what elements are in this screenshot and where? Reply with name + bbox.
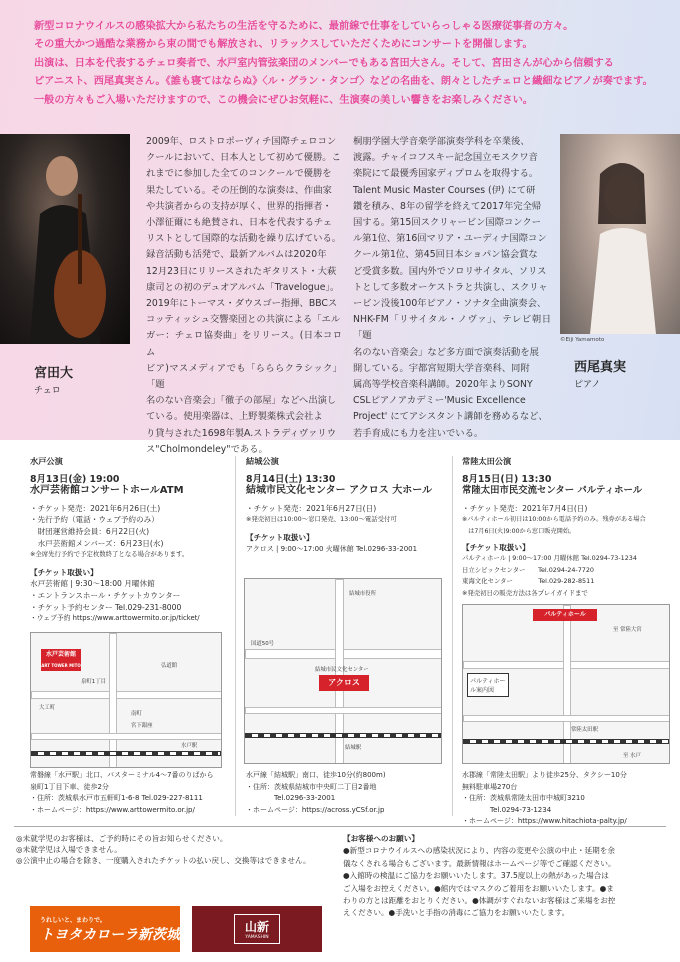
map-venue-marker [533, 609, 597, 621]
bio-line: 名のない音楽会」など多方面で演奏活動を展 [353, 346, 539, 358]
map-label: ART TOWER MITO [41, 663, 81, 668]
pianist-bio [353, 134, 551, 442]
bio-line: Talent Music Master Courses (伊) にて研 [353, 184, 536, 196]
map-label: 国道50号 [251, 641, 275, 647]
venue-city: 結城公演 [246, 456, 279, 466]
map-label: 弘道館 [161, 663, 178, 669]
map-label: 南町 [131, 711, 142, 717]
venue-date: 8月13日(金) 19:00 [30, 473, 120, 485]
map-label: 結城市役所 [349, 591, 376, 597]
bio-line: 開している。宇都宮短期大学音楽科、同附 [353, 362, 530, 374]
venue-hall: 水戸芸術館コンサートホールATM [30, 485, 184, 497]
map-hitachiota [462, 604, 670, 764]
ticket-place: ・エントランスホール・チケットカウンター [30, 590, 181, 600]
requests-title: 【お客様へのお願い】 [343, 834, 419, 843]
bio-line: リストとして国際的な活動を繰り広げている。 [146, 233, 342, 245]
access-line: 泉町1丁目下車、徒歩2分 [30, 782, 109, 791]
bio-line: ど受賞多数。国内外でソロリサイタル、ソリス [353, 265, 547, 277]
ticket-note: は7月6日(火)9:00から窓口販売開始。 [462, 527, 576, 535]
ticket-place: 日立シビックセンター Tel.0294-24-7720 [462, 565, 595, 574]
venue-city: 水戸公演 [30, 456, 63, 466]
bio-line: 2009年、ロストロポーヴィチ国際チェロコン [146, 136, 337, 147]
map-railway [245, 733, 441, 738]
map-label: 水戸駅 [181, 743, 198, 749]
bio-line: ている。使用楽器は、上野製薬株式会社よ [146, 411, 323, 423]
venue-hitachiota [462, 456, 672, 600]
bio-line: クール第1位、第45回日本ショパン協会賞な [353, 249, 538, 261]
access-line: Tel.0296-33-2001 [246, 794, 336, 803]
access-line: 水戸線「結城駅」南口、徒歩10分(約800m) [246, 771, 386, 779]
venue-hall: 常陸太田市民交流センター パルティホール [462, 485, 643, 497]
request-line: ご入場をお控えください。●館内ではマスクのご着用をお願いいたします。●ま [343, 883, 614, 893]
homepage-link[interactable]: ・ホームページ：https://www.hitachiota-palty.jp/ [462, 817, 627, 826]
bio-line: 名のない音楽会」「徹子の部屋」などへ出演し [146, 395, 337, 407]
request-line: わりの方とは距離をおとりください。●体調がすぐれないお客様はご来場をお控 [343, 896, 616, 906]
access-line: 無料駐車場270台 [462, 782, 518, 791]
pianist-name: 西尾真実 [574, 360, 627, 375]
venue-date: 8月14日(土) 13:30 [246, 473, 336, 485]
footer-divider [14, 826, 666, 827]
ticket-note: ※全席先行予約で予定枚数終了となる場合があります。 [30, 550, 189, 559]
bio-line: ビア)マスメディアでも「らららクラシック」「題 [146, 362, 342, 391]
ticket-note: ※発売初日は10:00～窓口発売、13:00～電話受付可 [246, 515, 397, 524]
map-yuki [244, 578, 442, 764]
map-label: 泉町1丁目 [81, 679, 106, 685]
logo-tagline: うれしいと、まわりで。 [40, 916, 106, 924]
map-road [109, 633, 117, 768]
intro-line: 出演は、日本を代表するチェロ奏者で、水戸室内管弦楽団のメンバーでもある宮田大さん。そして、宮田さんが心から信頼する [34, 57, 614, 69]
bio-line: 12月23日にリリースされたギタリスト・大萩 [146, 265, 337, 277]
access-line: ・住所：茨城県結城市中央町二丁目2番地 [246, 782, 377, 791]
intro-line: 新型コロナウイルスの感染拡大から私たちの生活を守るために、最前線で仕事をしていらっしゃる医療従事者の方々。 [34, 21, 574, 32]
photo-credit: ©Eiji Yamamoto [560, 337, 605, 343]
bio-line: Project' にてアシスタント講師を務めるなど、 [353, 411, 548, 423]
toyota-corolla-logo [30, 906, 180, 952]
bio-line: コッティッシュ交響楽団との共演による「エル [146, 314, 341, 326]
cellist-name-block [34, 362, 73, 396]
bio-line: CSLピアノアカデミー'Music Excellence [353, 395, 526, 407]
bio-line: ービン没後100年ピアノ・ソナタ全曲演奏会、 [353, 298, 547, 310]
cellist-name: 宮田大 [34, 366, 74, 381]
bio-line: れまでに参加した全てのコンクールで優勝を [146, 168, 332, 180]
bio-line: ス"Cholmondeley"である。 [146, 443, 268, 455]
bio-line: 鑽を積み、8年の留学を終えて2017年完全帰 [353, 200, 542, 212]
request-line: 儀なくされる場合もございます。最新情報はホームページ等でご確認ください。 [343, 858, 616, 868]
ticket-info-line: 水戸芸術館メンバーズ：6月23日(水) [30, 538, 164, 548]
bio-line: NHK-FM「リサイタル・ノヴァ」、テレビ朝日「題 [353, 314, 551, 342]
map-railway [463, 739, 669, 744]
intro-text [34, 18, 654, 110]
venue-city: 常陸太田公演 [462, 456, 512, 466]
map-label: アクロス [328, 678, 360, 687]
pianist-role: ピアノ [574, 380, 601, 390]
bio-line: 小澤征爾にも絶賛され、日本を代表するチェ [146, 217, 333, 229]
ticket-heading: 【チケット取扱い】 [246, 532, 314, 542]
map-label: 至 常陸大宮 [613, 627, 642, 633]
bio-line: 渡露。チャイコフスキー記念国立モスクワ音 [353, 152, 538, 164]
map-label: 大工町 [39, 705, 56, 711]
bio-line: トとして多数オーケストラと共演し、スクリャ [353, 281, 548, 293]
venue-yuki [246, 456, 456, 555]
access-line: 水郡線「常陸太田駅」より徒歩25分、タクシー10分 [462, 771, 627, 779]
general-notes [16, 833, 336, 866]
bio-line: 国する。第15回スクリャービン国際コンクー [353, 217, 542, 229]
map-road [31, 691, 222, 699]
logo-text: 山新 [244, 920, 269, 934]
ticket-heading: 【チケット取扱い】 [30, 567, 98, 577]
cellist-role: チェロ [34, 386, 61, 396]
pianist-illustration [560, 134, 680, 334]
ticket-info-line: ・チケット発売：2021年6月27日(日) [246, 503, 377, 513]
map-road [31, 733, 222, 740]
ticket-place: 水戸芸術館 | 9:30～18:00 月曜休館 [30, 579, 155, 589]
intro-line: 一般の方々もご入場いただけますので、この機会にぜひお気軽に、生演奏の美しい響きをお楽しみください。 [34, 94, 533, 106]
bio-line: クールにおいて、日本人として初めて優勝。こ [146, 152, 341, 164]
venue-yuki-access [246, 770, 456, 816]
access-line: ・住所：茨城県水戸市五軒町1-6-8 Tel.029-227-8111 [30, 794, 203, 803]
map-label: パルティホール [544, 611, 586, 618]
intro-line: ピアニスト、西尾真実さん。《誰も寝てはならぬ》〈ル・グラン・タンゴ〉などの名曲を、朗々としたチェロと繊細なピアノが奏でます。 [34, 76, 653, 88]
request-line: ●新型コロナウイルスへの感染状況により、内容の変更や公演の中止・延期を余 [343, 846, 615, 856]
venue-date: 8月15日(日) 13:30 [462, 473, 552, 485]
ticket-info-line: ・チケット発売：2021年7月4日(日) [462, 503, 588, 513]
homepage-link[interactable]: ・ホームページ：https://www.arttowermito.or.jp/ [30, 805, 195, 814]
map-label: 至 水戸 [623, 753, 641, 759]
request-line: ●入館時の検温にご協力をお願いいたします。37.5度以上の熱があった場合は [343, 871, 609, 881]
ticket-place: ・チケット予約センター Tel.029-231-8000 [30, 602, 182, 612]
cello-illustration [0, 134, 130, 344]
ticket-info-line: ・チケット発売：2021年6月26日(土) [30, 503, 161, 513]
map-railway [31, 751, 221, 756]
bio-line: 果たしている。その圧倒的な演奏は、作曲家 [146, 184, 332, 196]
venue-hitachiota-access [462, 770, 672, 828]
map-label: 結城市民文化センター [315, 667, 369, 673]
ticket-web-link[interactable]: ・ウェブ予約 https://www.arttowermito.or.jp/ticket/ [30, 614, 200, 623]
bio-line: や共演者からの支持が厚く、世界的指揮者・ [146, 200, 332, 212]
map-label: 水戸芸術館 [45, 651, 76, 658]
yamashin-logo [192, 906, 322, 952]
map-road [463, 715, 670, 722]
intro-line: その重大かつ過酷な業務から束の間でも解放され、リラックスしていただくためにコンサートを開催します。 [34, 39, 533, 51]
map-label: パルティホール案内図 [467, 673, 509, 697]
map-venue-marker [41, 649, 81, 671]
cellist-photo [0, 134, 130, 344]
note-line: ◎公演中止の場合を除き、一度購入されたチケットの払い戻し、交換等はできません。 [16, 856, 311, 865]
ticket-info-line: ・先行予約（電話・ウェブ予約のみ） [30, 515, 159, 525]
access-line: 常磐線「水戸駅」北口、バスターミナル4～7番のりばから [30, 771, 214, 779]
map-venue-marker [319, 675, 369, 691]
bio-line: 録音活動も活発で、最新アルバムは2020年 [146, 249, 327, 261]
logo-text: トヨタカローラ新茨城 [40, 926, 180, 943]
logo-text: YAMASHIN [245, 935, 269, 940]
venue-mito-access [30, 770, 240, 816]
access-line: Tel.0294-73-1234 [462, 805, 552, 814]
bio-line: 桐朋学園大学音楽学部演奏学科を卒業後、 [353, 136, 530, 147]
bio-line: り貸与された1698年製A.ストラディヴァリウ [146, 427, 337, 439]
ticket-note: ※発売初日の販売方法は各プレイガイドまで [462, 588, 588, 597]
note-line: ◎未就学児のお客様は、ご予約時にその旨お知らせください。 [16, 834, 228, 843]
map-label: 宮下銀座 [131, 723, 153, 729]
customer-requests [343, 833, 665, 920]
ticket-place: パルティホール | 9:00～17:00 月曜休館 Tel.0294-73-1234 [462, 554, 637, 563]
bio-line: 康司との初のデュオアルバム「Travelogue」。 [146, 281, 340, 293]
ticket-place: アクロス | 9:00～17:00 火曜休館 Tel.0296-33-2001 [246, 544, 418, 553]
pianist-name-block [574, 356, 626, 390]
ticket-note: ※パルティホール初日は10:00から電話予約のみ。残券がある場合 [462, 516, 646, 524]
bio-line: 若手育成にも力を注いでいる。 [353, 427, 484, 439]
ticket-heading: 【チケット取扱い】 [462, 542, 530, 552]
bio-line: 楽院にて最優秀国家ディプロムを取得する。 [353, 168, 539, 180]
venue-mito [30, 456, 240, 625]
access-line: ・住所：茨城県常陸太田市中城町3210 [462, 794, 585, 803]
bio-line: 2019年にトーマス・ダウスゴー指揮、BBCス [146, 298, 338, 310]
map-road [245, 707, 442, 714]
map-mito [30, 632, 222, 768]
bio-line: ル第1位、第16回マリア・ユーディナ国際コン [353, 233, 547, 245]
bio-line: 属高等学校音楽科講師。2020年よりSONY [353, 379, 533, 391]
note-line: ◎未就学児は入場できません。 [16, 845, 122, 854]
cellist-bio [146, 134, 342, 458]
ticket-place: 東海文化センター Tel.029-282-8511 [462, 577, 595, 586]
pianist-photo [560, 134, 680, 334]
map-label: 常陸太田駅 [571, 727, 598, 733]
request-line: えください。●手洗いと手指の消毒にご協力をお願いいたします。 [343, 908, 570, 918]
venue-hall: 結城市民文化センター アクロス 大ホール [246, 485, 433, 497]
map-label: 結城駅 [345, 745, 362, 751]
ticket-info-line: 財団運営維持会員：6月22日(火) [30, 526, 150, 536]
bio-line: ガー：チェロ協奏曲」をリリース。(日本コロム [146, 330, 342, 358]
homepage-link[interactable]: ・ホームページ：https://across.yCSf.or.jp [246, 805, 385, 814]
